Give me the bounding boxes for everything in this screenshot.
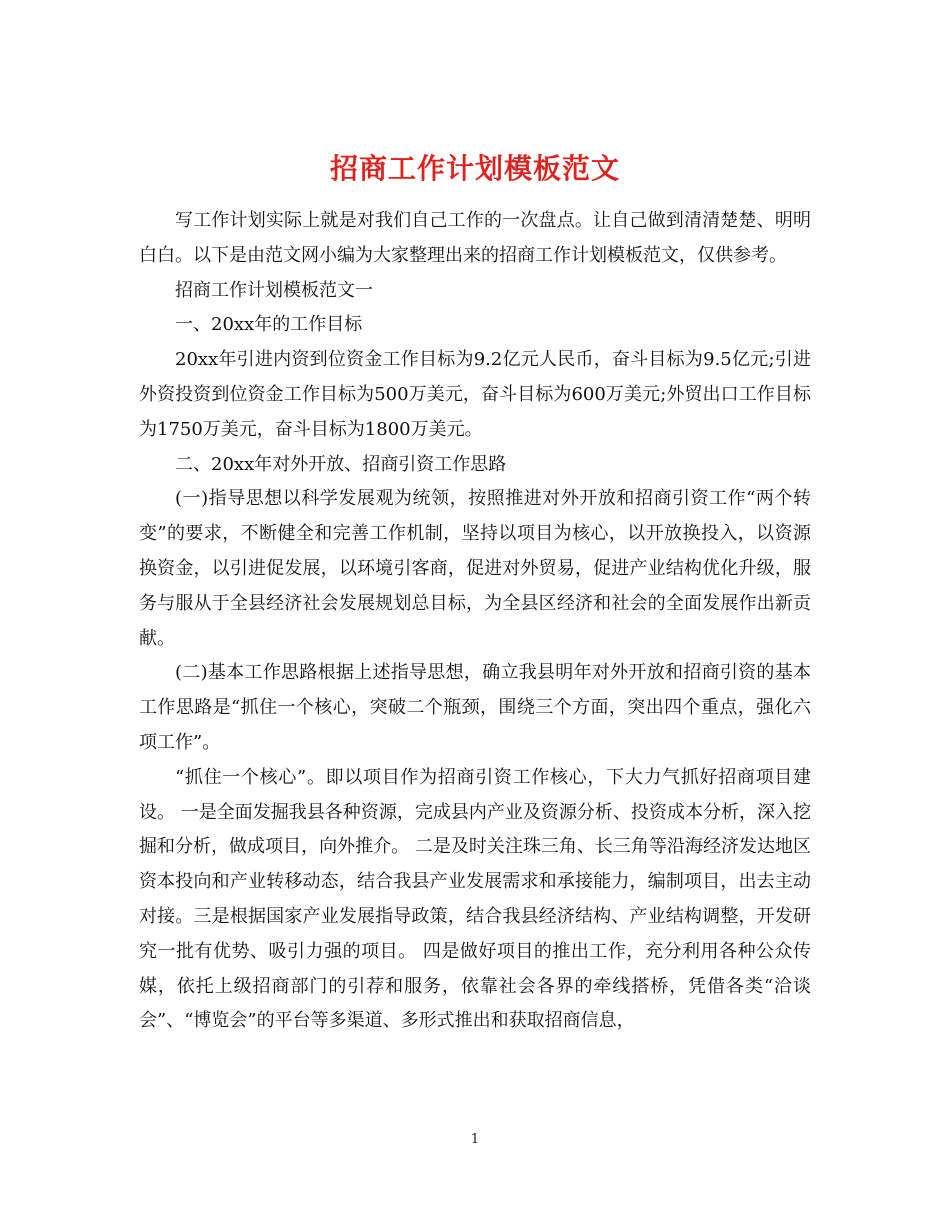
section-heading-template-one: 招商工作计划模板范文一 bbox=[175, 279, 373, 301]
intro-paragraph: 写工作计划实际上就是对我们自己工作的一次盘点。让自己做到清清楚楚、明明白白。以下是由范文网小编为大家整理出来的招商工作计划模板范文，仅供参考。 bbox=[139, 210, 811, 266]
paragraph-goal-figures: 20xx年引进内资到位资金工作目标为9.2亿元人民币，奋斗目标为9.5亿元;引进外资投资到位资金工作目标为500万美元，奋斗目标为600万美元;外贸出口工作目标为1750万美元，奋斗目标为1800万美元。 bbox=[139, 349, 811, 440]
paragraph-guiding-thought: (一)指导思想以科学发展观为统领，按照推进对外开放和招商引资工作“两个转变”的要求，不断健全和完善工作机制，坚持以项目为核心，以开放换投入，以资源换资金，以引进促发展，以环境引客商，促进对外贸易，促进产业结构优化升级，服务与服从于全县经济社会发展规划总目标，为全县区经济和社会的全面发展作出新贡献。 bbox=[139, 488, 811, 649]
document-title: 招商工作计划模板范文 bbox=[329, 151, 620, 185]
paragraph-core-focus: “抓住一个核心”。即以项目作为招商引资工作核心，下大力气抓好招商项目建设。 一是全面发掘我县各种资源，完成县内产业及资源分析、投资成本分析，深入挖掘和分析，做成项目，向外推介。 二是及时关注珠三角、长三角等沿海经济发达地区资本投向和产业转移动态，结合我县产业发展需求和承接能力，编制项目，出去主动对接。三是根据国家产业发展指导政策，结合我县经济结构、产业结构调整，开发研究一批有优势、吸引力强的项目。 四是做好项目的推出工作，充分利用各种公众传媒，依托上级招商部门的引荐和服务，依靠社会各界的牵线搭桥，凭借各类“洽谈会”、“博览会”的平台等多渠道、多形式推出和获取招商信息， bbox=[139, 766, 811, 1032]
heading-work-goals: 一、20xx年的工作目标 bbox=[175, 314, 363, 336]
paragraph-basic-approach: (二)基本工作思路根据上述指导思想，确立我县明年对外开放和招商引资的基本工作思路是“抓住一个核心，突破二个瓶颈，围绕三个方面，突出四个重点，强化六项工作”。 bbox=[139, 662, 811, 753]
heading-work-approach: 二、20xx年对外开放、招商引资工作思路 bbox=[175, 453, 507, 475]
document-body bbox=[139, 204, 811, 1039]
page-number: 1 bbox=[470, 1132, 480, 1147]
